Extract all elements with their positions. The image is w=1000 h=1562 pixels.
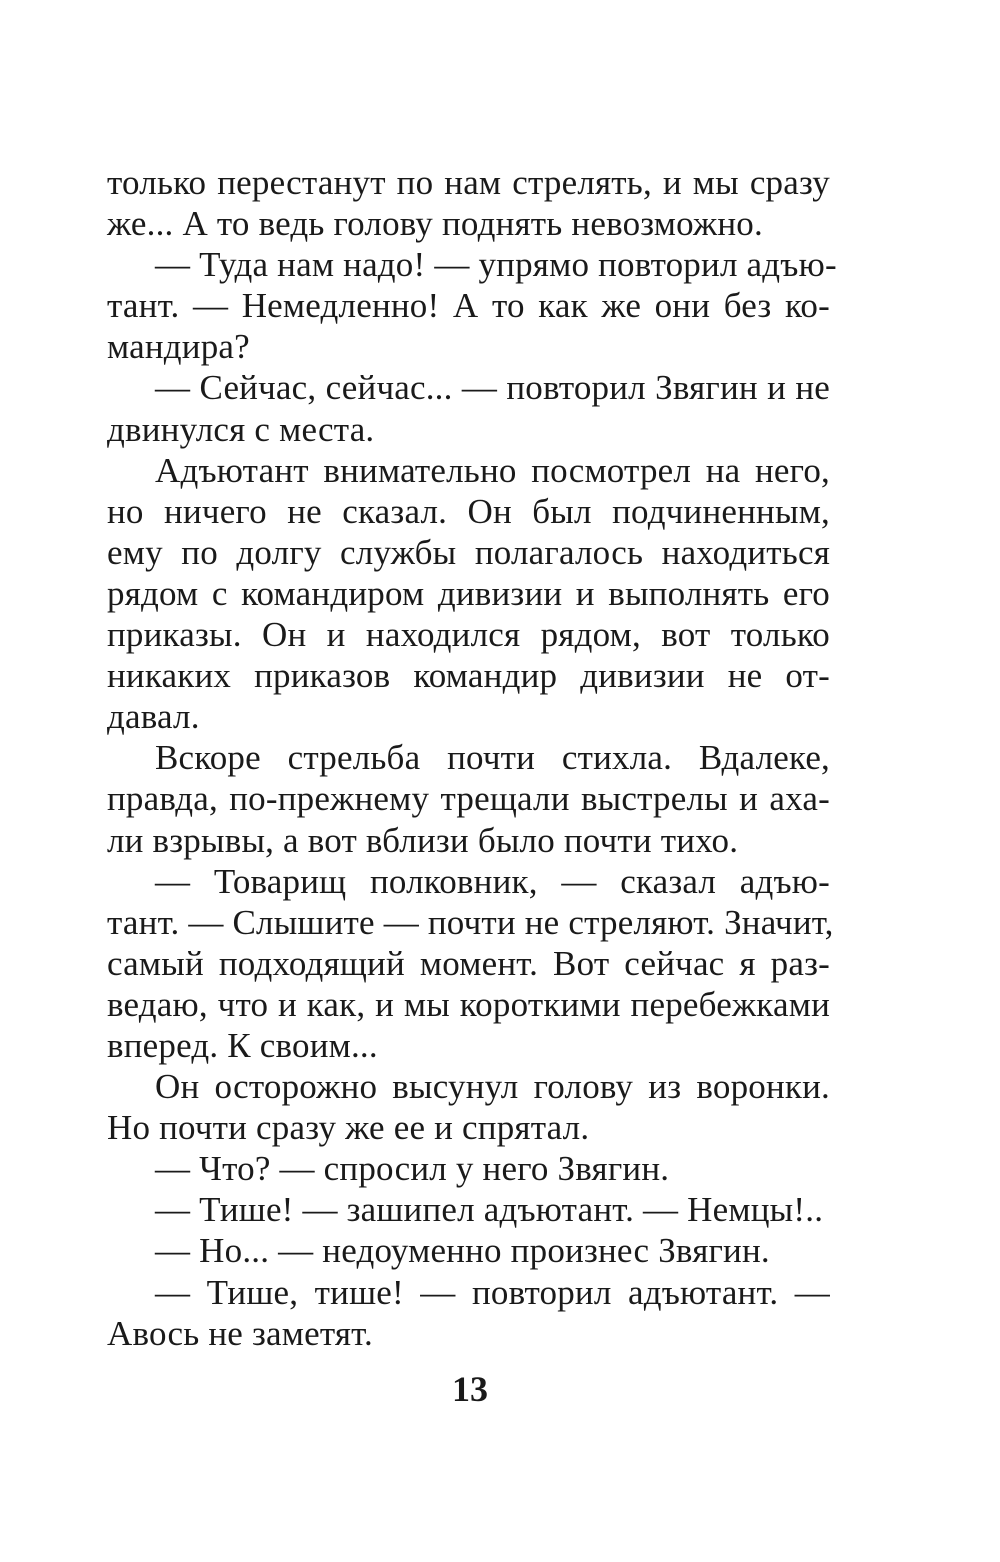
text-line: правда, по-прежнему трещали выстрелы и аха-	[107, 779, 830, 819]
text-line: ли взрывы, а вот вблизи было почти тихо.	[107, 820, 739, 860]
text-line: только перестанут по нам стрелять, и мы сразу	[107, 163, 830, 202]
text-line: — Но... — недоуменно произнес Звягин.	[155, 1231, 770, 1271]
text-line: Но почти сразу же ее и спрятал.	[107, 1108, 590, 1148]
text-line: ему по долгу службы полагалось находиться	[107, 532, 830, 572]
text-line: Он осторожно высунул голову из воронки.	[155, 1067, 830, 1107]
text-line: самый подходящий момент. Вот сейчас я раз-	[107, 943, 830, 983]
text-line: рядом с командиром дивизии и выполнять его	[107, 573, 830, 613]
text-line: — Тише! — зашипел адъютант. — Немцы!..	[155, 1190, 824, 1230]
text-line: — Что? — спросил у него Звягин.	[155, 1149, 670, 1189]
text-line: вперед. К своим...	[107, 1025, 378, 1065]
text-line: приказы. Он и находился рядом, вот только	[107, 615, 830, 655]
text-line: тант. — Слышите — почти не стреляют. Значит,	[107, 902, 834, 942]
text-line: Авось не заметят.	[107, 1313, 373, 1353]
text-line: — Тише, тише! — повторил адъютант. —	[155, 1272, 830, 1312]
text-line: мандира?	[107, 327, 250, 367]
text-line: ведаю, что и как, и мы короткими перебежками	[107, 984, 830, 1024]
text-line: Вскоре стрельба почти стихла. Вдалеке,	[155, 738, 830, 778]
text-line: Адъютант внимательно посмотрел на него,	[155, 450, 830, 490]
text-line: но ничего не сказал. Он был подчиненным,	[107, 491, 830, 531]
text-line: — Сейчас, сейчас... — повторил Звягин и не	[155, 368, 830, 408]
body-text	[107, 162, 837, 1354]
text-line: же... А то ведь голову поднять невозможно.	[107, 204, 763, 244]
text-line: — Товарищ полковник, — сказал адъю-	[155, 861, 830, 901]
text-line: тант. — Немедленно! А то как же они без ко-	[107, 286, 830, 326]
page-number: 13	[452, 1369, 488, 1409]
text-line: двинулся с места.	[107, 409, 375, 449]
text-line: — Туда нам надо! — упрямо повторил адъю-	[155, 245, 837, 285]
text-line: никаких приказов командир дивизии не от-	[107, 656, 830, 696]
text-line: давал.	[107, 697, 200, 737]
